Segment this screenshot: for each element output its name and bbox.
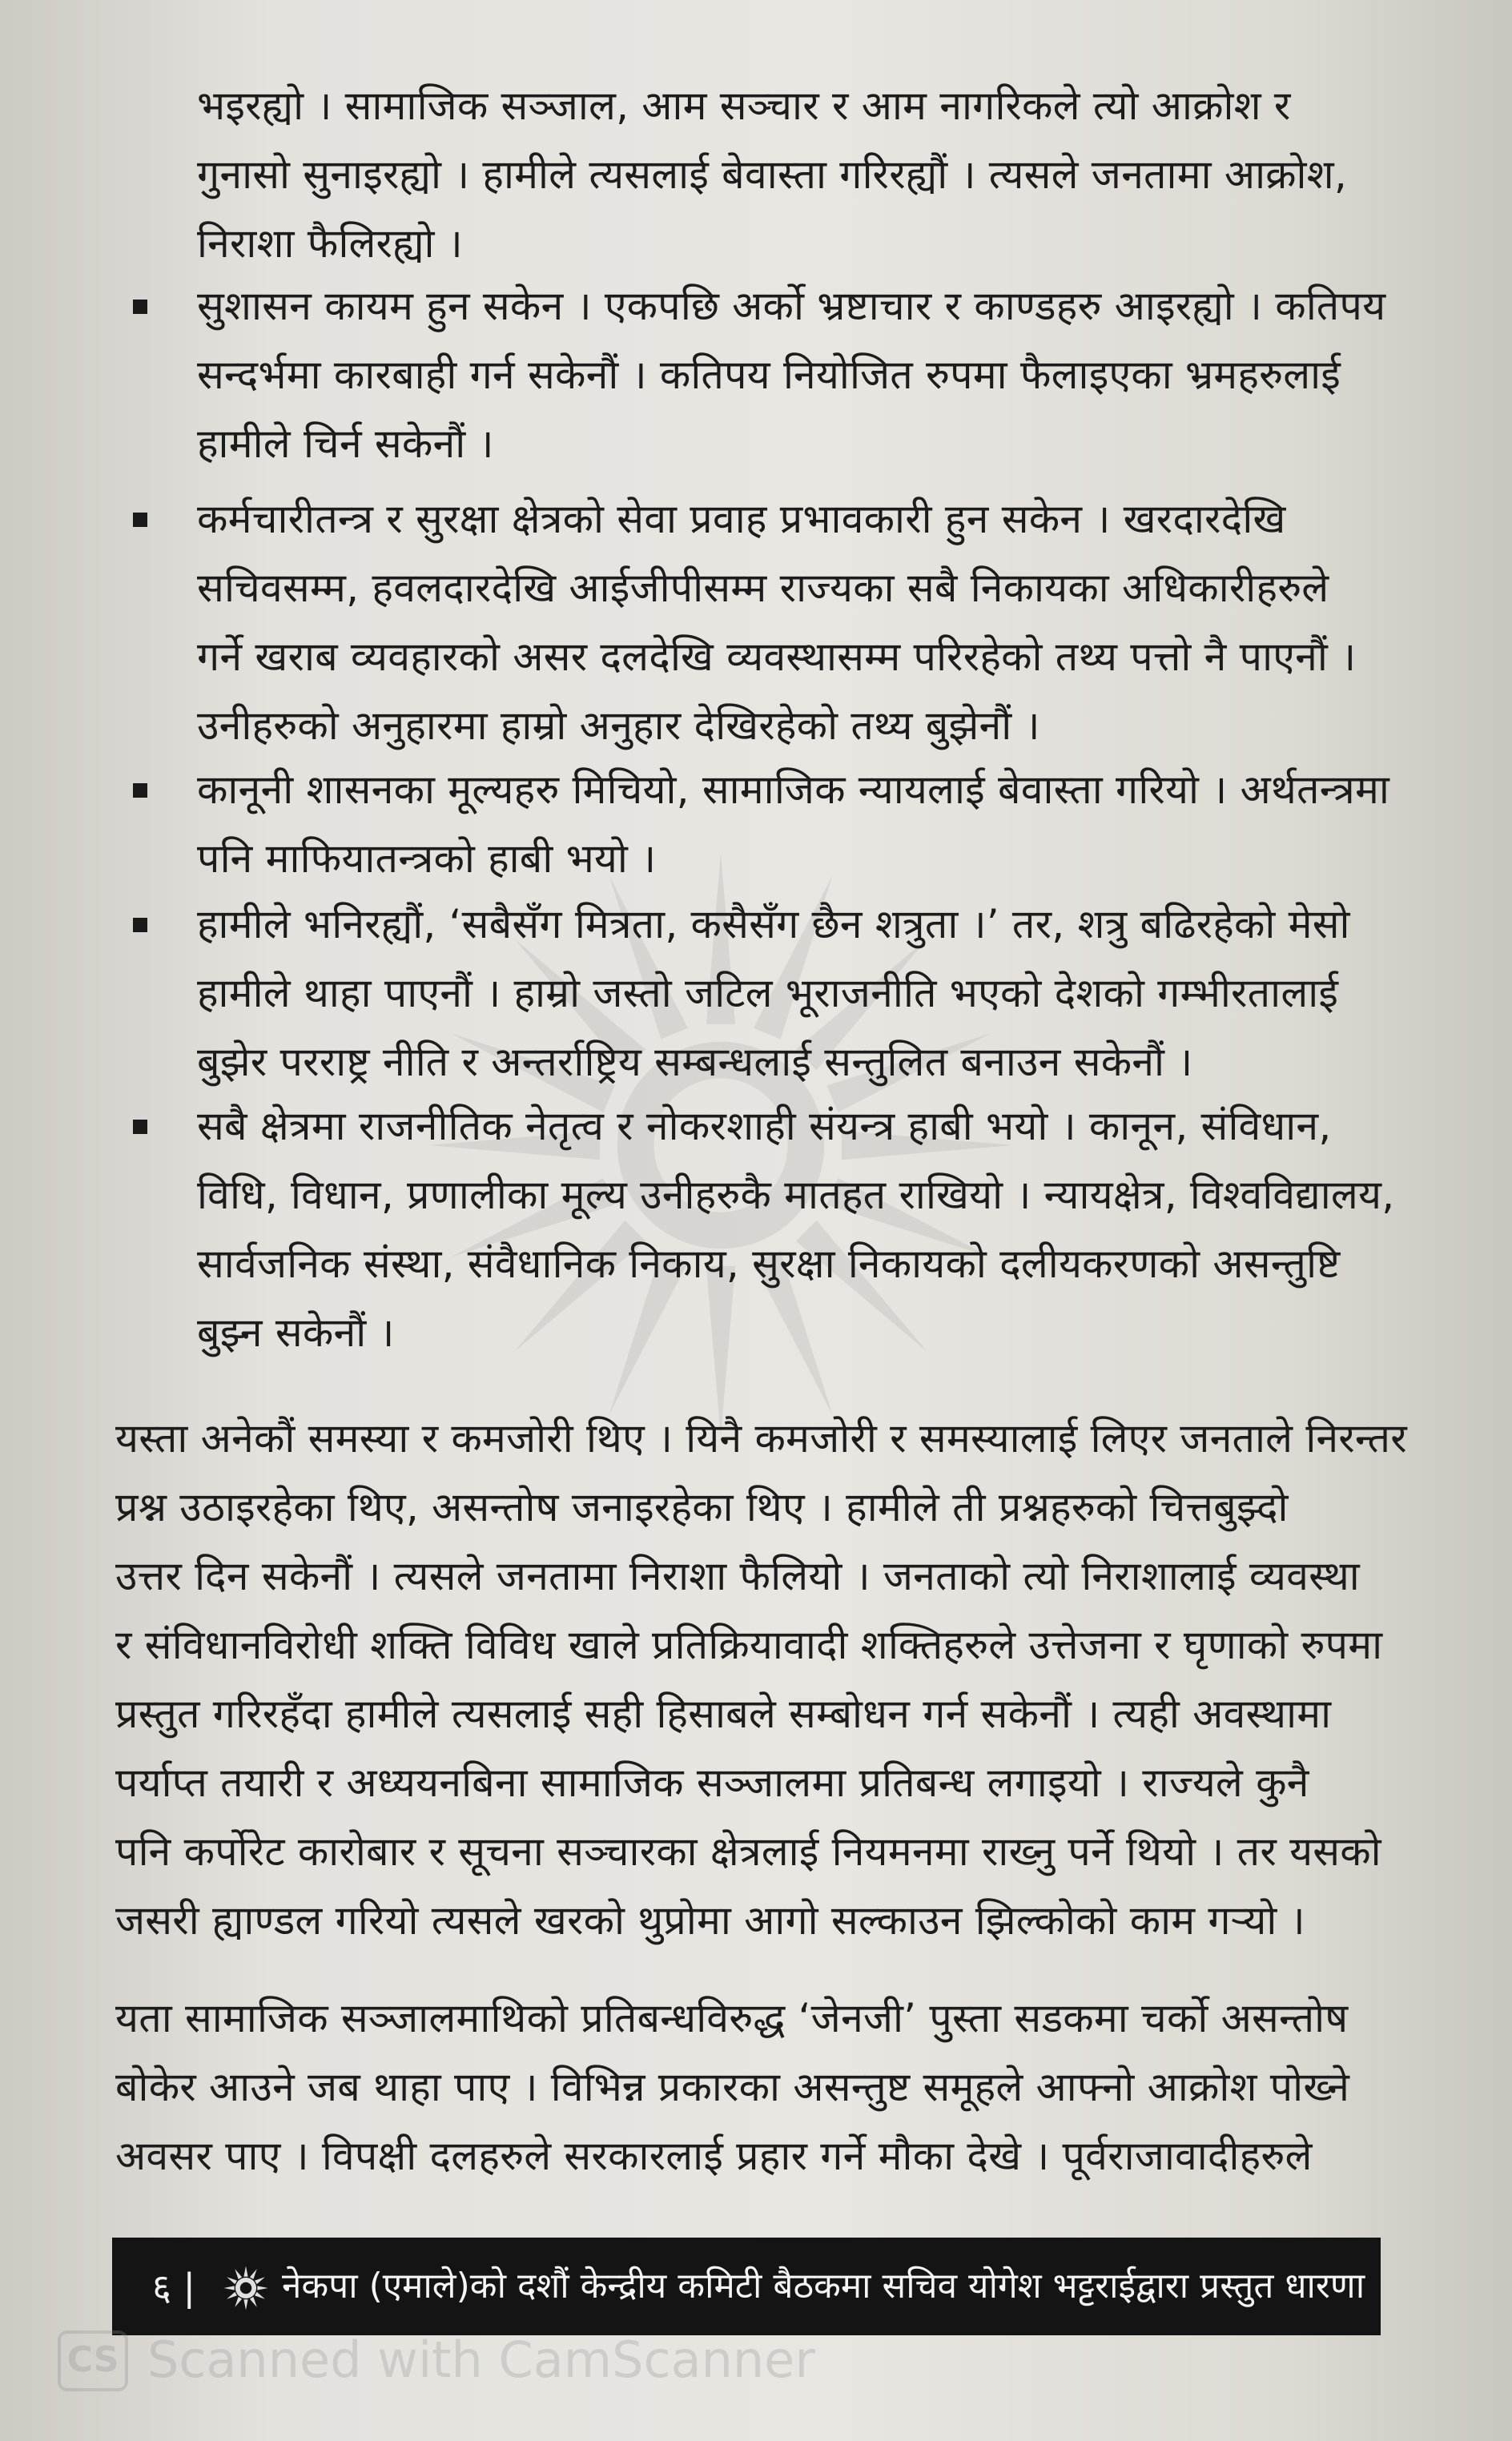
- paragraph-line: बोकेर आउने जब थाहा पाए । विभिन्न प्रकारका असन्तुष्ट समूहले आफ्नो आक्रोश पोख्ने: [115, 2064, 1350, 2110]
- bullet-line: उनीहरुको अनुहारमा हाम्रो अनुहार देखिरहेको तथ्य बुझेनौं ।: [197, 702, 1040, 749]
- paragraph-line: प्रस्तुत गरिरहँदा हामीले त्यसलाई सही हिसाबले सम्बोधन गर्न सकेनौं । त्यही अवस्थामा: [115, 1691, 1332, 1737]
- square-bullet-icon: [133, 783, 147, 798]
- footer-title: नेकपा (एमाले)को दशौं केन्द्रीय कमिटी बैठकमा सचिव योगेश भट्टराईद्वारा प्रस्तुत धारणा: [282, 2266, 1365, 2306]
- square-bullet-icon: [133, 300, 147, 314]
- camscanner-text: Scanned with CamScanner: [147, 2330, 815, 2389]
- bullet-line: विधि, विधान, प्रणालीका मूल्य उनीहरुकै मातहत राखियो । न्यायक्षेत्र, विश्वविद्यालय,: [197, 1172, 1395, 1218]
- bullet-line: सन्दर्भमा कारबाही गर्न सकेनौं । कतिपय नियोजित रुपमा फैलाइएका भ्रमहरुलाई: [197, 352, 1341, 398]
- paragraph-line: र संविधानविरोधी शक्ति विविध खाले प्रतिक्रियावादी शक्तिहरुले उत्तेजना र घृणाको रुपमा: [115, 1622, 1383, 1668]
- paragraph-line: पनि कर्पोरेट कारोबार र सूचना सञ्चारका क्षेत्रलाई नियमनमा राख्नु पर्ने थियो । तर यसको: [115, 1828, 1381, 1875]
- paragraph-line: पर्याप्त तयारी र अध्ययनबिना सामाजिक सञ्जालमा प्रतिबन्ध लगाइयो । राज्यले कुनै: [115, 1759, 1309, 1806]
- square-bullet-icon: [133, 918, 147, 932]
- camscanner-watermark: [58, 2324, 834, 2396]
- sun-emblem-icon: [223, 2265, 269, 2311]
- intro-line: भइरह्यो । सामाजिक सञ्जाल, आम सञ्चार र आम नागरिकले त्यो आक्रोश र: [197, 82, 1291, 129]
- bullet-line: कर्मचारीतन्त्र र सुरक्षा क्षेत्रको सेवा प्रवाह प्रभावकारी हुन सकेन । खरदारदेखि: [197, 496, 1286, 542]
- camscanner-logo: CS: [58, 2330, 128, 2391]
- paragraph-line: यता सामाजिक सञ्जालमाथिको प्रतिबन्धविरुद्ध ‘जेनजी’ पुस्ता सडकमा चर्को असन्तोष: [115, 1995, 1349, 2041]
- bullet-line: सचिवसम्म, हवलदारदेखि आईजीपीसम्म राज्यका सबै निकायका अधिकारीहरुले: [197, 565, 1329, 611]
- paragraph-line: अवसर पाए । विपक्षी दलहरुले सरकारलाई प्रहार गर्ने मौका देखे । पूर्वराजावादीहरुले: [115, 2133, 1313, 2179]
- intro-line: गुनासो सुनाइरह्यो । हामीले त्यसलाई बेवास्ता गरिरह्यौं । त्यसले जनतामा आक्रोश,: [197, 151, 1347, 198]
- bullet-line: हामीले चिर्न सकेनौं ।: [197, 420, 494, 467]
- page-number: ६ |: [152, 2266, 196, 2309]
- bullet-line: बुझ्न सकेनौं ।: [197, 1309, 395, 1356]
- paragraph-line: प्रश्न उठाइरहेका थिए, असन्तोष जनाइरहेका थिए । हामीले ती प्रश्नहरुको चित्तबुझ्दो: [115, 1484, 1289, 1530]
- square-bullet-icon: [133, 513, 147, 527]
- bullet-line: कानूनी शासनका मूल्यहरु मिचियो, सामाजिक न्यायलाई बेवास्ता गरियो । अर्थतन्त्रमा: [197, 766, 1390, 813]
- bullet-line: सार्वजनिक संस्था, संवैधानिक निकाय, सुरक्षा निकायको दलीयकरणको असन्तुष्टि: [197, 1241, 1341, 1287]
- bullet-line: हामीले भनिरह्यौं, ‘सबैसँग मित्रता, कसैसँग छैन शत्रुता ।’ तर, शत्रु बढिरहेको मेसो: [197, 901, 1350, 947]
- bullet-line: बुझेर परराष्ट्र नीति र अन्तर्राष्ट्रिय सम्बन्धलाई सन्तुलित बनाउन सकेनौं ।: [197, 1039, 1193, 1085]
- bullet-line: गर्ने खराब व्यवहारको असर दलदेखि व्यवस्थासम्म परिरहेको तथ्य पत्तो नै पाएनौं ।: [197, 633, 1357, 680]
- bullet-line: पनि माफियातन्त्रको हाबी भयो ।: [197, 835, 657, 882]
- intro-line: निराशा फैलिरह्यो ।: [197, 220, 463, 267]
- paragraph-line: जसरी ह्याण्डल गरियो त्यसले खरको थुप्रोमा आगो सल्काउन झिल्कोको काम गर्‍यो ।: [115, 1897, 1305, 1944]
- paragraph-line: यस्ता अनेकौं समस्या र कमजोरी थिए । यिनै कमजोरी र समस्यालाई लिएर जनताले निरन्तर: [115, 1415, 1407, 1462]
- paragraph-line: उत्तर दिन सकेनौं । त्यसले जनतामा निराशा फैलियो । जनताको त्यो निराशालाई व्यवस्था: [115, 1553, 1360, 1599]
- bullet-line: हामीले थाहा पाएनौं । हाम्रो जस्तो जटिल भूराजनीति भएको देशको गम्भीरतालाई: [197, 970, 1339, 1016]
- bullet-line: सुशासन कायम हुन सकेन । एकपछि अर्को भ्रष्टाचार र काण्डहरु आइरह्यो । कतिपय: [197, 283, 1386, 329]
- square-bullet-icon: [133, 1120, 147, 1134]
- bullet-line: सबै क्षेत्रमा राजनीतिक नेतृत्व र नोकरशाही संयन्त्र हाबी भयो । कानून, संविधान,: [197, 1103, 1332, 1149]
